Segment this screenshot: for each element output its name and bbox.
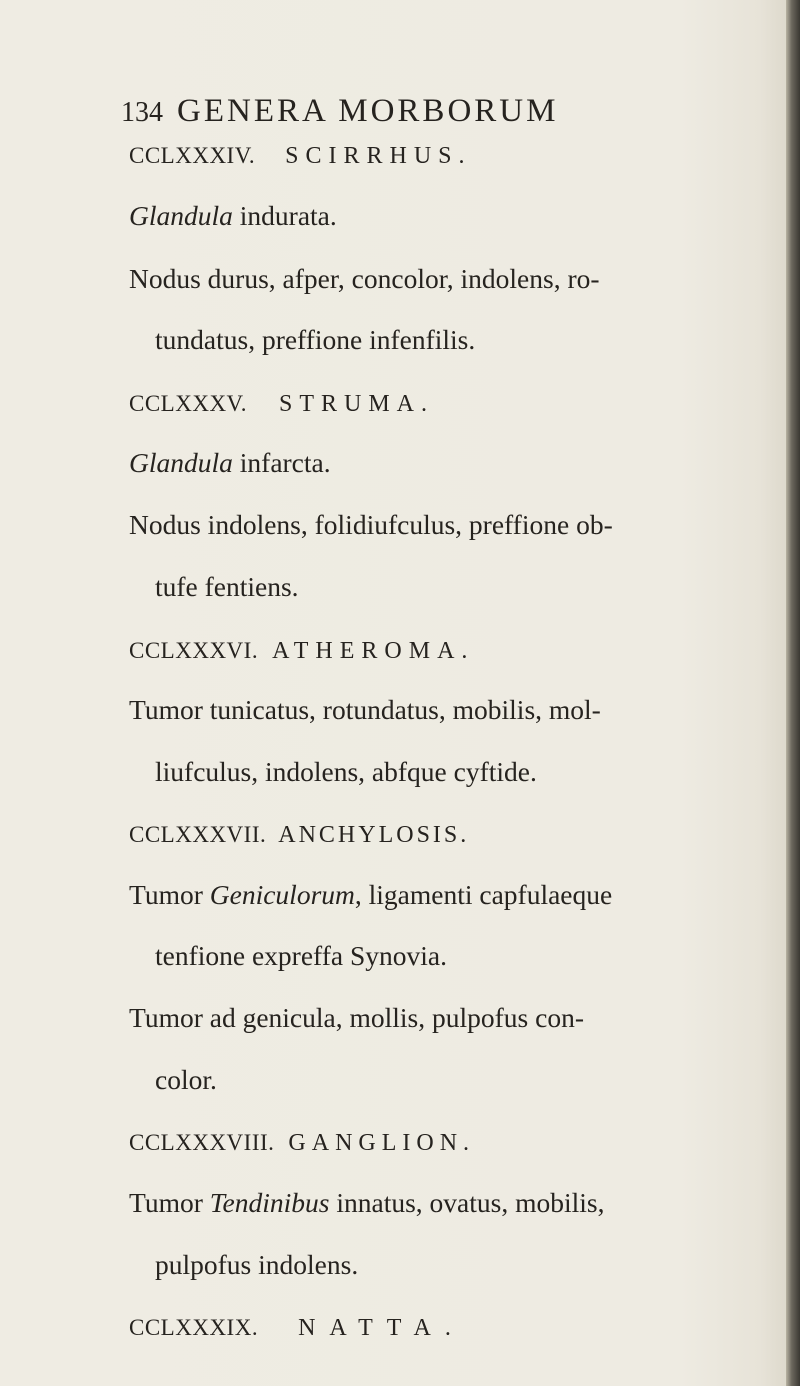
entry-text-line: Tumor Tendinibus innatus, ovatus, mobilis, [129,1187,605,1218]
entry-name: GANGLION. [288,1130,476,1156]
entry-heading [129,629,474,671]
entry-name: ATHEROMA. [272,638,475,664]
entry-text-line: Tumor Geniculorum, ligamenti capfulaeque [129,879,613,910]
italic-term: Glandula [129,200,233,231]
entry-text-line: Glandula indurata. [129,200,337,231]
entry-text-line: tufe fentiens. [155,571,299,602]
entry-name: STRUMA. [278,391,434,417]
page-number: 134 [121,97,163,128]
entry-number: CCLXXXIV. [129,143,256,168]
running-head [121,93,741,137]
page-edge-shadow [786,0,800,1386]
italic-term: Glandula [129,447,233,478]
entry-text-line: Nodus indolens, folidiufculus, preffione ob- [129,509,613,540]
italic-term: Tendinibus [209,1187,330,1218]
entry-name: NATTA. [298,1315,465,1341]
entry-text-line: color. [155,1064,217,1095]
entry-text-line: Glandula infarcta. [129,447,331,478]
entry-number: CCLXXXVIII. [129,1130,275,1155]
entry-text-line: tenfione expreffa Synovia. [155,940,447,971]
entry-name: ANCHYLOSIS. [278,822,470,848]
entry-text-line: Tumor tunicatus, rotundatus, mobilis, mol- [129,694,601,725]
entry-text-line: Nodus durus, afper, concolor, indolens, ro- [129,263,600,294]
entry-heading [129,382,434,424]
entry-text-line: tundatus, preffione infenfilis. [155,324,476,355]
entry-text-line: liufculus, indolens, abfque cyftide. [155,756,537,787]
entry-number: CCLXXXIX. [129,1315,259,1340]
running-head-title: GENERA MORBORUM [177,93,559,129]
entry-number: CCLXXXVI. [129,638,259,663]
entry-heading [129,813,469,855]
entry-number: CCLXXXVII. [129,822,267,847]
entry-heading [129,134,472,176]
entry-number: CCLXXXV. [129,391,247,416]
entry-heading [129,1306,465,1348]
entry-name: SCIRRHUS. [285,143,472,169]
entry-text-line: Tumor ad genicula, mollis, pulpofus con- [129,1002,584,1033]
entry-heading [129,1121,475,1163]
italic-term: Geniculorum [209,879,355,910]
entry-text-line: pulpofus indolens. [155,1249,359,1280]
